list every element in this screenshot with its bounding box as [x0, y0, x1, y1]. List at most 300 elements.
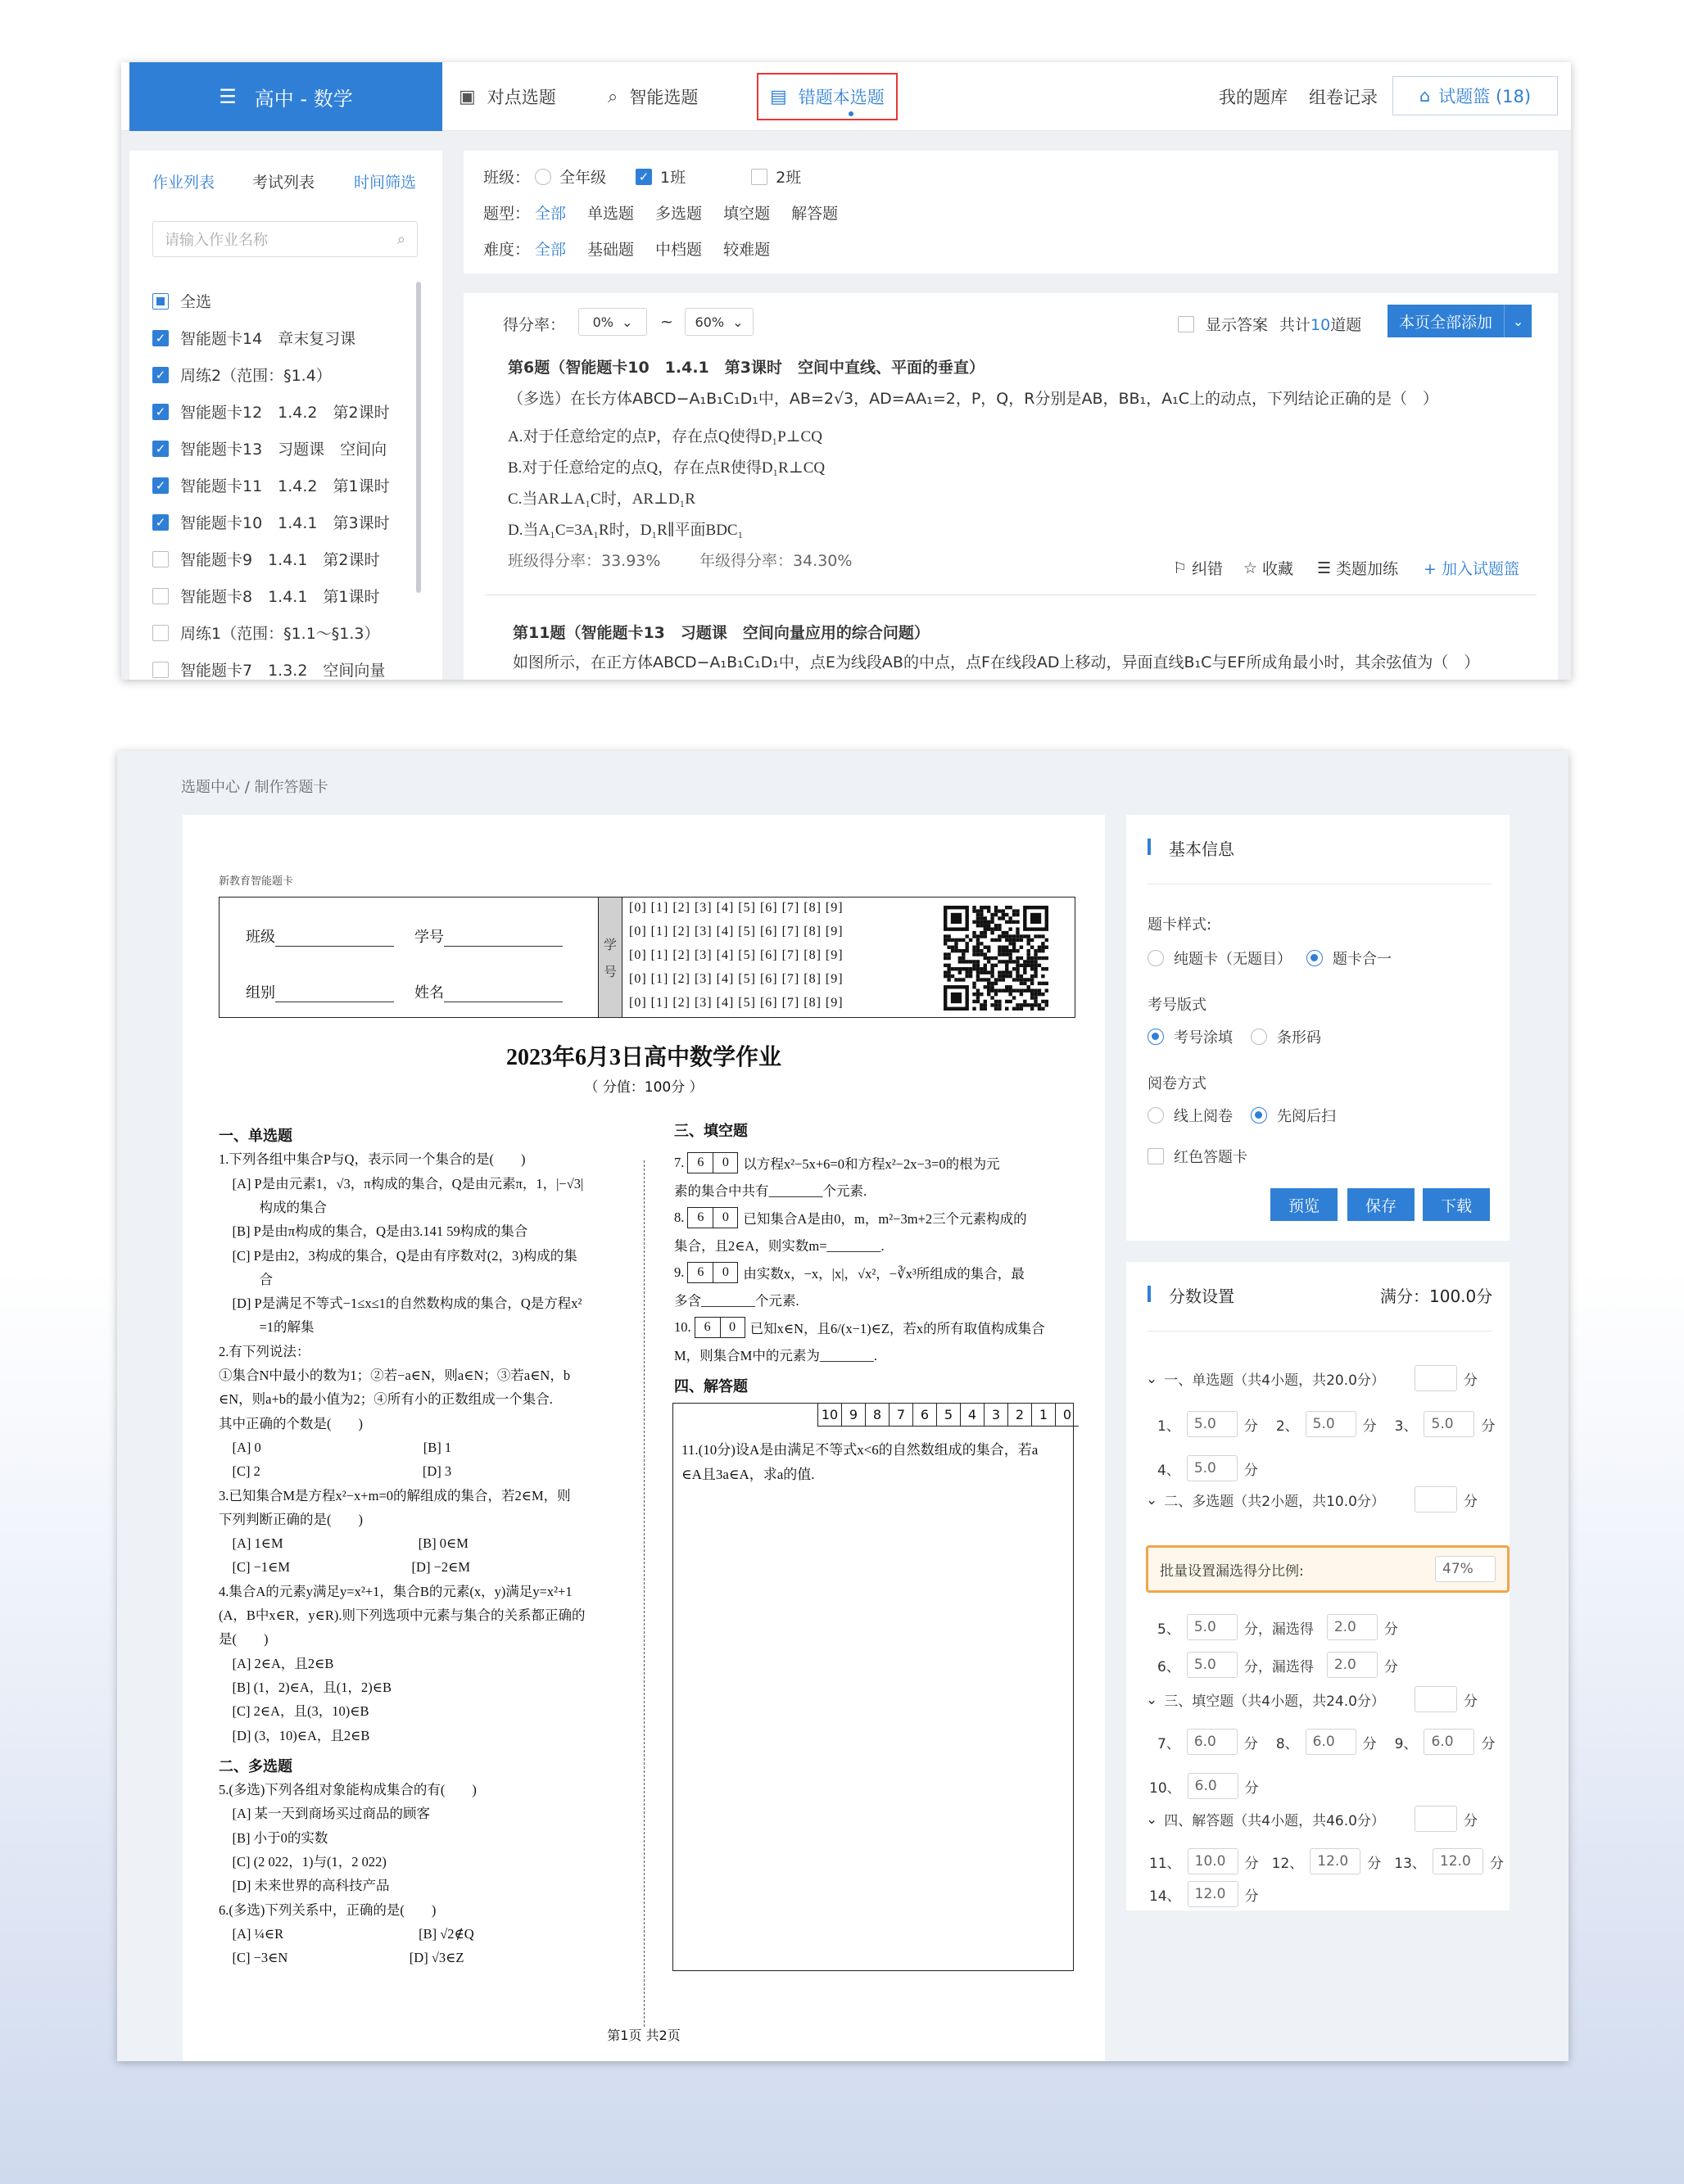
field-label: 姓名 — [414, 984, 444, 1002]
checkbox-indeterminate[interactable] — [152, 293, 169, 310]
nav-label: 对点选题 — [487, 88, 556, 107]
q-num: 14、 — [1149, 1888, 1181, 1905]
question-text: ∈N，则a+b的最小值为2；④所有小的正数组成一个集合. — [219, 1391, 553, 1407]
question-text: (A，B中x∈R，y∈R).则下列选项中元素与集合的关系都正确的 — [219, 1607, 586, 1623]
unit: 分 — [1243, 1735, 1258, 1752]
checkbox-checked[interactable]: ✓ — [152, 514, 169, 531]
unit: 分 — [1243, 1462, 1258, 1479]
homework-label: 智能题卡12 1.4.2 第2课时 — [180, 404, 390, 422]
checkbox-checked[interactable]: ✓ — [152, 367, 169, 383]
section-score-input[interactable] — [1415, 1486, 1478, 1513]
checkbox[interactable] — [152, 625, 169, 641]
divider — [1148, 1331, 1492, 1332]
score-scale-cell[interactable]: 4 — [960, 1404, 984, 1427]
homework-item[interactable] — [152, 622, 380, 644]
radio-selected[interactable] — [1148, 1029, 1164, 1045]
question-text: M，则集合M中的元素为________. — [674, 1348, 877, 1363]
panel-title: 基本信息 — [1148, 836, 1234, 860]
score-input[interactable]: 6.0 — [1424, 1729, 1474, 1755]
diff-medium[interactable]: 中档题 — [655, 241, 703, 259]
score-box[interactable] — [695, 1317, 745, 1338]
section-title: 三、填空题 — [674, 1123, 748, 1140]
score-input[interactable]: 12.0 — [1188, 1881, 1238, 1907]
checkbox[interactable] — [751, 169, 767, 185]
radio-selected[interactable] — [1251, 1107, 1267, 1124]
q-num: 3、 — [1394, 1418, 1418, 1435]
add-all-button-group — [1387, 305, 1532, 337]
section-fill[interactable] — [1146, 1689, 1385, 1710]
section-score-input[interactable] — [1415, 1365, 1478, 1391]
question-text: [B] P是由π构成的集合，Q是由3.141 59构成的集合 — [219, 1223, 528, 1239]
question-text: 已知集合A是由0，m，m²−3m+2三个元素构成的 — [743, 1211, 1027, 1227]
unit: 分 — [1489, 1855, 1504, 1872]
score-box[interactable] — [687, 1262, 738, 1283]
id-char: 学 — [603, 937, 617, 952]
favorite-button[interactable] — [1243, 557, 1293, 579]
unit: 分 — [1244, 1888, 1259, 1905]
score-row — [1149, 1881, 1259, 1907]
score-row — [1157, 1729, 1495, 1755]
digit-bubble-row[interactable]: [0] [1] [2] [3] [4] [5] [6] [7] [8] [9] — [629, 996, 844, 1010]
sheet-title: 2023年6月3日高中数学作业 — [505, 1045, 781, 1070]
score-box[interactable] — [687, 1207, 738, 1228]
question-text: 其中正确的个数是( ) — [219, 1416, 363, 1431]
score-settings-panel — [1126, 1262, 1510, 1910]
checkbox[interactable] — [1178, 316, 1194, 332]
basic-info-panel — [1126, 815, 1510, 1241]
radio[interactable] — [1148, 950, 1164, 966]
save-button[interactable]: 保存 — [1347, 1188, 1415, 1221]
score-row — [1157, 1652, 1398, 1678]
checkbox[interactable] — [152, 588, 169, 604]
sheet-brand: 新教育智能题卡 — [219, 875, 294, 888]
difficulty-filter — [483, 237, 770, 260]
unit: 分 — [1383, 1621, 1398, 1638]
score-scale-cell[interactable]: 0 — [1055, 1404, 1079, 1427]
score-digit: 0 — [713, 1208, 737, 1228]
question-text: [A] 某一天到商场买过商品的顾客 — [219, 1806, 431, 1821]
question-text: [C] −3∈N [D] √3∈Z — [219, 1950, 464, 1965]
miss-score-input[interactable]: 2.0 — [1327, 1614, 1378, 1640]
action-label: 收藏 — [1262, 560, 1294, 578]
style-option-card-only[interactable] — [1148, 947, 1292, 969]
group-field — [246, 981, 394, 1002]
nav-label: 错题本选题 — [798, 88, 885, 107]
flag-icon: ⚐ — [1173, 558, 1188, 577]
score-scale-cell[interactable]: 7 — [889, 1404, 912, 1427]
score-scale-cell[interactable]: 8 — [865, 1404, 889, 1427]
score-scale-cell[interactable]: 2 — [1007, 1404, 1031, 1427]
homework-item[interactable] — [152, 437, 387, 459]
section-multi-choice[interactable] — [1146, 1490, 1385, 1510]
review-option-online[interactable] — [1148, 1105, 1233, 1126]
solve-answer-box — [672, 1403, 1074, 1971]
q-num: 9、 — [1394, 1735, 1418, 1752]
section-solve[interactable] — [1146, 1809, 1385, 1829]
question-stem: 如图所示，在正方体ABCD−A₁B₁C₁D₁中，点E为线段AB的中点，点F在线段AD上移动，异面直线B₁C与EF所成角最小时，其余弦值为（ ） — [513, 653, 1480, 671]
field-label: 学号 — [414, 929, 444, 946]
question-text: 2.有下列说法： — [219, 1344, 310, 1359]
score-scale-cell[interactable]: 6 — [912, 1404, 936, 1427]
add-all-button[interactable]: 本页全部添加 — [1387, 305, 1504, 337]
score-row — [1149, 1848, 1504, 1874]
score-scale-cell[interactable]: 3 — [984, 1404, 1007, 1427]
homework-item[interactable] — [152, 585, 380, 607]
class-filter — [483, 165, 801, 188]
homework-item[interactable] — [152, 400, 390, 423]
select-value: 0% — [592, 314, 613, 330]
digit-bubble-row[interactable]: [0] [1] [2] [3] [4] [5] [6] [7] [8] [9] — [629, 948, 844, 962]
homework-item[interactable] — [152, 364, 332, 386]
question-text: [D] P是满足不等式−1≤x≤1的自然数构成的集合，Q是方程x² — [219, 1295, 582, 1311]
student-no-field — [414, 925, 563, 947]
score-input[interactable]: 5.0 — [1424, 1411, 1474, 1437]
digit-bubble-row[interactable]: [0] [1] [2] [3] [4] [5] [6] [7] [8] [9] — [629, 925, 844, 938]
toggle-label: 显示答案 — [1206, 316, 1269, 334]
similar-practice-button[interactable] — [1317, 557, 1398, 579]
unit: 分 — [1367, 1855, 1382, 1872]
tab-time-filter[interactable]: 时间筛选 — [354, 174, 417, 192]
score-digit: 0 — [713, 1153, 737, 1173]
select-value: 60% — [695, 314, 725, 330]
qr-code-icon — [944, 906, 1048, 1011]
class-option-all[interactable] — [535, 165, 606, 188]
score-input[interactable]: 5.0 — [1187, 1455, 1238, 1481]
homework-list-panel — [129, 151, 442, 680]
chevron-down-icon: ⌄ — [1146, 1491, 1158, 1508]
chevron-down-icon[interactable]: ⌄ — [1504, 305, 1532, 337]
preview-button[interactable]: 预览 — [1270, 1188, 1338, 1221]
q-num: 10. — [674, 1319, 691, 1335]
page-indicator: 第1页 共2页 — [607, 2028, 681, 2043]
score-input[interactable] — [1415, 1365, 1457, 1391]
diff-all[interactable]: 全部 — [535, 241, 567, 259]
score-input[interactable]: 5.0 — [1306, 1411, 1356, 1437]
section-title: 二、多选题 — [219, 1758, 292, 1775]
nav-my-bank[interactable]: 我的题库 — [1219, 88, 1288, 107]
option-label: 纯题卡（无题目） — [1174, 951, 1292, 968]
option-label: 线上阅卷 — [1174, 1108, 1233, 1125]
q-num: 9. — [674, 1264, 685, 1280]
question-text: 6.(多选)下列关系中，正确的是( ) — [219, 1902, 437, 1918]
score-input[interactable]: 5.0 — [1187, 1652, 1238, 1678]
radio[interactable] — [535, 169, 551, 185]
homework-label: 智能题卡13 习题课 空间向 — [180, 441, 387, 459]
class-option-2[interactable] — [751, 165, 801, 188]
review-method-label: 阅卷方式 — [1148, 1075, 1206, 1092]
option-label: 题卡合一 — [1333, 951, 1392, 968]
answer-sheet-preview — [183, 815, 1105, 2061]
filter-label: 题型： — [483, 205, 531, 223]
score-row — [1157, 1455, 1258, 1481]
homework-item[interactable] — [152, 511, 390, 533]
score-digit: 6 — [704, 1320, 711, 1334]
scrollbar[interactable] — [416, 282, 421, 593]
filter-label: 难度： — [483, 241, 531, 259]
q-num: 12、 — [1271, 1855, 1304, 1872]
full-score: 满分：100.0分 — [1380, 1286, 1493, 1306]
checkbox-label: 全选 — [180, 293, 212, 311]
field-label: 组别 — [246, 984, 275, 1002]
score-input[interactable]: 5.0 — [1187, 1411, 1238, 1437]
option-label: 全年级 — [559, 169, 607, 187]
digit-bubble-row[interactable]: [0] [1] [2] [3] [4] [5] [6] [7] [8] [9] — [629, 901, 844, 915]
column-divider — [644, 1160, 645, 2027]
type-solve[interactable]: 解答题 — [791, 205, 839, 223]
homework-search-input[interactable] — [152, 221, 418, 257]
list-icon: ☰ — [1317, 558, 1332, 577]
option-label: 先阅后扫 — [1277, 1108, 1336, 1125]
question-text: 由实数x，−x，|x|，√x²，−∛x³所组成的集合，最 — [743, 1266, 1025, 1282]
total-count: 10 — [1311, 316, 1331, 334]
question-text: 3.已知集合M是方程x²−x+m=0的解组成的集合，若2∈M，则 — [219, 1488, 571, 1503]
rate-from-select[interactable] — [578, 308, 647, 336]
tab-homework-list[interactable]: 作业列表 — [152, 174, 215, 192]
option-label: 红色答题卡 — [1174, 1149, 1247, 1166]
review-option-scan-after[interactable] — [1251, 1105, 1336, 1126]
score-input[interactable] — [1415, 1806, 1457, 1832]
type-all[interactable]: 全部 — [535, 205, 567, 223]
question-text: 是( ) — [219, 1631, 269, 1647]
unit: 分 — [1362, 1418, 1377, 1435]
card-style-label: 题卡样式: — [1148, 916, 1212, 934]
question-text: ①集合N中最小的数为1；②若−a∈N，则a∈N；③若a∈N，b — [219, 1368, 571, 1383]
range-separator: ~ — [660, 313, 673, 331]
q-num: 10、 — [1149, 1779, 1181, 1797]
q-num: 4、 — [1157, 1462, 1180, 1479]
chevron-down-icon: ⌄ — [732, 314, 744, 330]
score-scale-cell[interactable]: 1 — [1031, 1404, 1055, 1427]
filter-label: 班级： — [483, 169, 531, 187]
score-digit: 0 — [720, 1318, 745, 1337]
radio-selected[interactable] — [1306, 950, 1323, 966]
score-input[interactable]: 12.0 — [1433, 1848, 1483, 1874]
sheet-score-total: （ 分值：100分 ） — [584, 1079, 704, 1096]
download-button[interactable]: 下载 — [1423, 1188, 1490, 1221]
unit: 分 — [1244, 1855, 1259, 1872]
question-text: [A] 1∈M [B] 0∈M — [219, 1535, 469, 1551]
type-fill[interactable]: 填空题 — [723, 205, 771, 223]
question-text: 素的集合中共有________个元素. — [674, 1183, 867, 1199]
question-stem: （多选）在长方体ABCD−A₁B₁C₁D₁中，AB=2√3，AD=AA₁=2，P，Q，R分别是AB，BB₁，A₁C上的动点，下列结论正确的是（ ） — [508, 390, 1439, 408]
checkbox-checked[interactable]: ✓ — [152, 441, 169, 457]
rate-label: 得分率： — [503, 316, 566, 334]
unit: 分 — [1464, 1812, 1478, 1829]
section-title: 四、解答题 — [674, 1378, 748, 1395]
score-row — [1149, 1773, 1259, 1799]
radio[interactable] — [1148, 1107, 1164, 1124]
nav-smart-select[interactable] — [608, 62, 698, 131]
tab-exam-list[interactable]: 考试列表 — [252, 174, 315, 192]
question-option: A.对于任意给定的点P，存在点Q使得D₁P⊥CQ — [508, 428, 822, 445]
score-digit: 0 — [713, 1263, 737, 1282]
unit: 分 — [1243, 1418, 1258, 1435]
active-indicator — [849, 111, 853, 116]
nav-label: 智能选题 — [629, 88, 699, 107]
score-row — [1157, 1614, 1398, 1640]
panel-title: 分数设置 — [1148, 1283, 1234, 1307]
unit: 分 — [1362, 1735, 1377, 1752]
score-input[interactable] — [1415, 1686, 1457, 1712]
chevron-down-icon: ⌄ — [621, 314, 633, 330]
diff-basic[interactable]: 基础题 — [587, 241, 635, 259]
subject-label: 高中 - 数学 — [254, 87, 353, 111]
miss-label: 分，漏选得 — [1243, 1621, 1314, 1638]
question-text: 5.(多选)下列各组对象能构成集合的有( ) — [219, 1782, 477, 1797]
checkbox[interactable] — [152, 662, 169, 678]
option-label: 2班 — [776, 169, 802, 187]
search-placeholder: 请输入作业名称 — [165, 232, 268, 249]
checkbox-checked[interactable]: ✓ — [152, 404, 169, 420]
diff-hard[interactable]: 较难题 — [723, 241, 771, 259]
student-info-box — [219, 897, 1075, 1018]
question-text: 1.下列各组中集合P与Q，表示同一个集合的是( ) — [219, 1151, 526, 1167]
option-label: 1班 — [660, 169, 686, 187]
question-text: [D] (3，10)∈A，且2∈B — [219, 1728, 370, 1743]
notebook-icon: ▤ — [770, 86, 787, 107]
subject-switcher[interactable] — [129, 62, 442, 131]
homework-label: 周练1（范围：§1.1～§1.3） — [180, 625, 380, 643]
basket-label: 试题篮 (18) — [1438, 87, 1532, 106]
solve-question-text: ∈A且3a∈A，求a的值. — [681, 1467, 815, 1482]
section-score-input[interactable] — [1415, 1806, 1478, 1832]
question-option: B.对于任意给定的点Q，存在点R使得D₁R⊥CQ — [508, 459, 826, 477]
score-scale-cell[interactable]: 5 — [936, 1404, 960, 1427]
section-score-input[interactable] — [1415, 1686, 1478, 1712]
type-multi[interactable]: 多选题 — [655, 205, 703, 223]
id-option-fill[interactable] — [1148, 1026, 1233, 1047]
chevron-down-icon: ⌄ — [1146, 1370, 1158, 1387]
homework-item[interactable] — [152, 658, 385, 680]
star-icon: ☆ — [1243, 558, 1258, 577]
type-single[interactable]: 单选题 — [587, 205, 635, 223]
field-label: 班级 — [246, 929, 275, 946]
score-box[interactable] — [687, 1152, 738, 1173]
score-input[interactable]: 10.0 — [1188, 1848, 1238, 1874]
target-icon: ▣ — [459, 86, 476, 107]
question-text: 已知x∈N，且6/(x−1)∈Z，若x的所有取值构成集合 — [749, 1321, 1045, 1336]
q-num: 8、 — [1275, 1735, 1299, 1752]
score-scale-cell[interactable]: 9 — [841, 1404, 865, 1427]
checkbox-checked[interactable]: ✓ — [636, 169, 652, 185]
id-format-label: 考号版式 — [1148, 997, 1206, 1014]
score-scale — [817, 1404, 1079, 1427]
question-text: 以方程x²−5x+6=0和方程x²−2x−3=0的根为元 — [743, 1156, 1000, 1172]
option-label: 条形码 — [1277, 1029, 1321, 1047]
id-option-barcode[interactable] — [1251, 1026, 1321, 1047]
nav-paper-records[interactable]: 组卷记录 — [1309, 88, 1378, 107]
question-basket-button[interactable] — [1392, 76, 1558, 115]
unit: 分 — [1383, 1658, 1398, 1675]
question-text: [C] 2∈A，且(3，10)∈B — [219, 1703, 369, 1719]
q-num: 1、 — [1157, 1418, 1180, 1435]
question-text: [C] −1∈M [D] −2∈M — [219, 1559, 471, 1575]
homework-item[interactable] — [152, 327, 355, 349]
homework-label: 智能题卡8 1.4.1 第1课时 — [180, 588, 380, 606]
question-text: 集合，且2∈A，则实数m=________. — [674, 1238, 885, 1254]
fill-question — [674, 1262, 1025, 1283]
score-input[interactable] — [1415, 1486, 1457, 1513]
batch-label: 批量设置漏选得分比例: — [1160, 1562, 1304, 1580]
unit: 分 — [1464, 1372, 1478, 1389]
search-icon: ⌕ — [396, 230, 405, 248]
nav-wrong-book-select[interactable] — [757, 73, 898, 120]
question-text: 多含________个元素. — [674, 1293, 799, 1309]
name-field — [414, 981, 563, 1002]
score-input[interactable]: 6.0 — [1188, 1773, 1238, 1799]
miss-score-input[interactable]: 2.0 — [1327, 1652, 1378, 1678]
unit: 分 — [1481, 1418, 1496, 1435]
question-text: 下列判断正确的是( ) — [219, 1512, 363, 1527]
q-num: 13、 — [1394, 1855, 1426, 1872]
q-num: 11、 — [1149, 1855, 1181, 1872]
question-text: [C] P是由2，3构成的集合，Q是由有序数对(2，3)构成的集 — [219, 1248, 577, 1264]
question-text: [C] (2 022，1)与(1，2 022) — [219, 1854, 387, 1870]
checkbox-checked[interactable]: ✓ — [152, 330, 169, 346]
score-input[interactable]: 6.0 — [1187, 1729, 1238, 1755]
checkbox[interactable] — [152, 551, 169, 567]
student-id-label — [598, 898, 622, 1017]
question-text: [A] ¼∈R [B] √2∉Q — [219, 1926, 474, 1942]
total-prefix: 共计 — [1279, 316, 1311, 334]
question-list-panel — [464, 293, 1558, 680]
breadcrumb[interactable]: 选题中心 / 制作答题卡 — [181, 779, 328, 796]
style-option-combined[interactable] — [1306, 947, 1392, 969]
score-input[interactable]: 5.0 — [1187, 1614, 1238, 1640]
digit-bubble-row[interactable]: [0] [1] [2] [3] [4] [5] [6] [7] [8] [9] — [629, 972, 844, 986]
checkbox[interactable] — [1148, 1148, 1164, 1164]
homework-item[interactable] — [152, 474, 390, 496]
grade-score-rate: 年级得分率：34.30% — [699, 552, 853, 570]
question-title: 第6题（智能题卡10 1.4.1 第3课时 空间中直线、平面的垂直） — [508, 359, 985, 377]
class-option-1[interactable] — [636, 165, 686, 188]
add-to-basket-link[interactable]: + 加入试题篮 — [1424, 560, 1519, 578]
show-answer-toggle[interactable] — [1178, 313, 1361, 335]
q-num: 5、 — [1157, 1621, 1180, 1638]
nav-point-select[interactable] — [459, 62, 556, 131]
score-digit: 6 — [697, 1265, 704, 1279]
report-error-button[interactable] — [1173, 557, 1223, 579]
score-input[interactable]: 6.0 — [1306, 1729, 1356, 1755]
score-scale-cell[interactable]: 10 — [817, 1404, 841, 1427]
batch-ratio-input[interactable]: 47% — [1435, 1556, 1496, 1582]
unit: 分 — [1244, 1779, 1259, 1797]
q-num: 6、 — [1157, 1658, 1180, 1675]
q-num: 8. — [674, 1210, 685, 1225]
question-text: [D] 未来世界的高科技产品 — [219, 1878, 390, 1893]
question-text: [A] 0 [B] 1 — [219, 1440, 452, 1455]
select-all-checkbox[interactable] — [152, 290, 211, 312]
option-label: 考号涂填 — [1174, 1029, 1233, 1047]
checkbox-checked[interactable]: ✓ — [152, 477, 169, 494]
section-title: 一、单选题 — [219, 1128, 292, 1145]
homework-item[interactable] — [152, 548, 380, 570]
question-selection-window — [121, 62, 1571, 680]
red-card-checkbox[interactable] — [1148, 1146, 1247, 1167]
answer-card-window — [117, 751, 1569, 2061]
solve-question-text: 11.(10分)设A是由满足不等式x<6的自然数组成的集合，若a — [681, 1442, 1039, 1458]
question-text: [C] 2 [D] 3 — [219, 1463, 452, 1479]
radio[interactable] — [1251, 1029, 1267, 1045]
menu-icon: ☰ — [219, 85, 237, 108]
fill-question — [674, 1152, 1000, 1173]
score-input[interactable]: 12.0 — [1310, 1848, 1360, 1874]
unit: 分 — [1464, 1693, 1478, 1710]
question-text: 构成的集合 — [219, 1200, 327, 1215]
rate-to-select[interactable] — [685, 308, 754, 336]
homework-label: 智能题卡10 1.4.1 第3课时 — [180, 514, 390, 532]
section-single-choice[interactable] — [1146, 1368, 1385, 1389]
